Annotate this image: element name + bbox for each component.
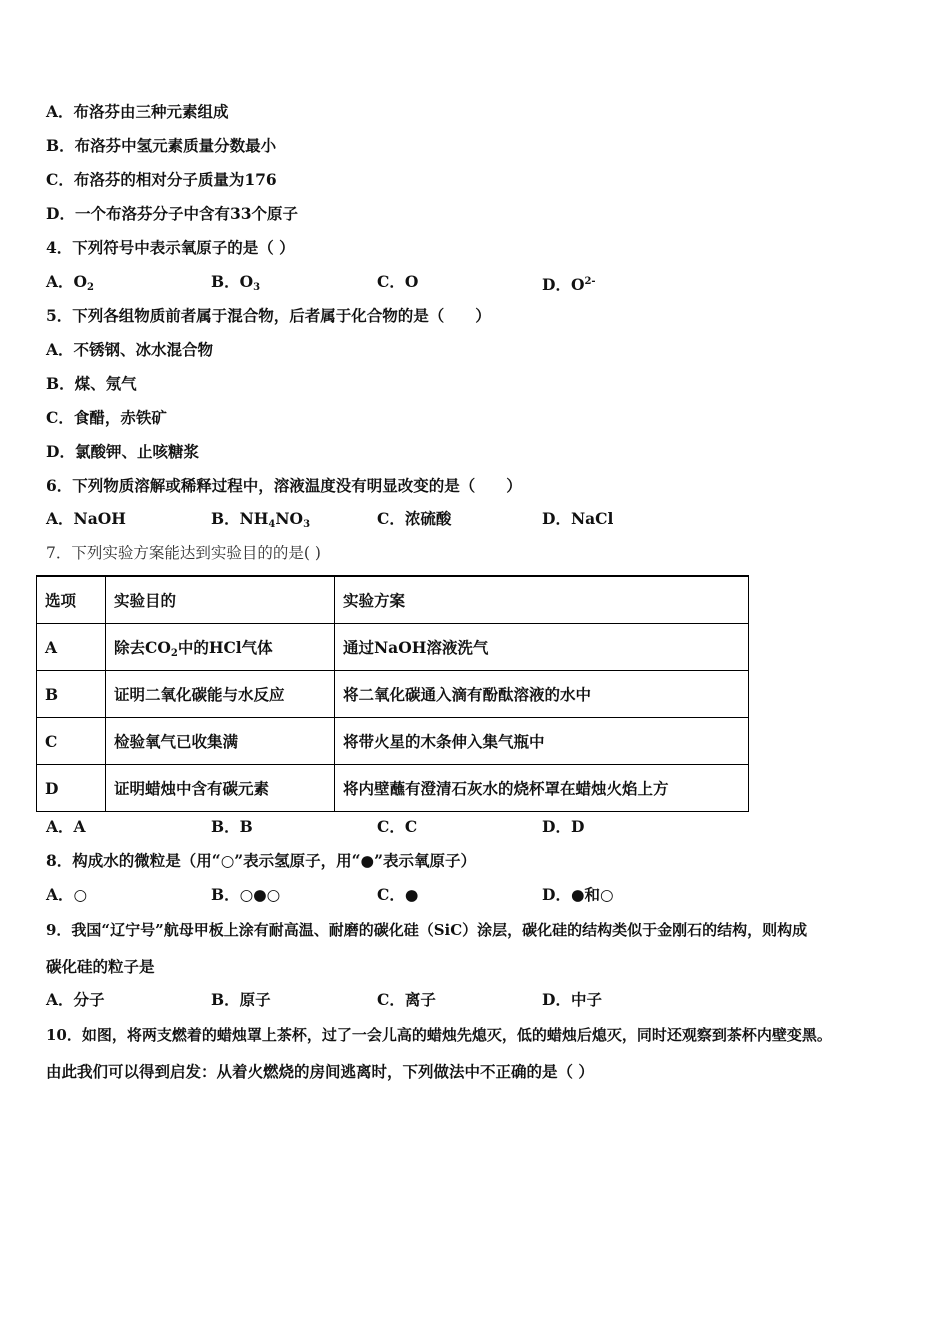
q10-stem-line2: 由此我们可以得到启发：从着火燃烧的房间逃离时，下列做法中不正确的是（ ）: [46, 1062, 594, 1081]
row-purpose: 证明蜡烛中含有碳元素: [106, 765, 335, 812]
q5-option-d: D．氯酸钾、止咳糖浆: [46, 442, 199, 461]
q4-stem: 4．下列符号中表示氧原子的是（ ）: [46, 238, 295, 257]
q4-option-a: A．$O_2$: [46, 272, 94, 293]
row-option: A: [37, 624, 106, 671]
q6-stem: 6．下列物质溶解或稀释过程中，溶液温度没有明显改变的是（ ）: [46, 476, 522, 495]
q8-option-a: A．○: [46, 885, 88, 904]
q7-option-a: A．A: [46, 817, 86, 836]
q6-option-a: A．NaOH: [46, 509, 126, 528]
q3-option-a: A．布洛芬由三种元素组成: [46, 102, 229, 121]
q10-stem-line1: 10．如图，将两支燃着的蜡烛罩上茶杯，过了一会儿高的蜡烛先熄灭，低的蜡烛后熄灭，同时还观察到茶杯内壁变黑。: [46, 1026, 832, 1044]
table-row: [37, 624, 749, 671]
q3-option-b: B．布洛芬中氢元素质量分数最小: [46, 136, 277, 155]
row-option: D: [37, 765, 106, 812]
q4-option-d: D．$O^{2-}$: [542, 275, 596, 294]
q5-option-a: A．不锈钢、冰水混合物: [46, 340, 214, 359]
header-option: 选项: [37, 576, 106, 624]
row-plan: 将二氧化碳通入滴有酚酞溶液的水中: [335, 671, 749, 718]
row-purpose: 证明二氧化碳能与水反应: [106, 671, 335, 718]
q9-stem-line2: 碳化硅的粒子是: [46, 957, 155, 976]
q8-stem: 8．构成水的微粒是（用“○”表示氢原子，用“●”表示氧原子）: [46, 851, 476, 870]
row-option: B: [37, 671, 106, 718]
q9-option-b: B．原子: [211, 990, 271, 1009]
table-row: [37, 671, 749, 718]
row-plan: 通过NaOH溶液洗气: [335, 624, 749, 671]
q8-option-c: C．●: [377, 885, 419, 904]
row-purpose: 除去$CO_2$中的HCl气体: [106, 624, 335, 671]
header-plan: 实验方案: [335, 576, 749, 624]
q5-option-b: B．煤、氖气: [46, 374, 137, 393]
row-purpose: 检验氧气已收集满: [106, 718, 335, 765]
q9-option-c: C．离子: [377, 990, 436, 1009]
row-option: C: [37, 718, 106, 765]
q5-option-c: C．食醋，赤铁矿: [46, 408, 167, 427]
q6-option-c: C．浓硫酸: [377, 509, 452, 528]
q3-option-d: D．一个布洛芬分子中含有33个原子: [46, 204, 299, 223]
row-plan: 将带火星的木条伸入集气瓶中: [335, 718, 749, 765]
q4-option-b: B．$O_3$: [211, 272, 261, 293]
q9-stem-line1: 9．我国“辽宁号”航母甲板上涂有耐高温、耐磨的碳化硅（SiC）涂层，碳化硅的结构类似于金刚石的结构，则构成: [46, 921, 808, 939]
table-row: [37, 718, 749, 765]
table-row: [37, 765, 749, 812]
q3-option-c: C．布洛芬的相对分子质量为176: [46, 170, 277, 189]
q8-option-d: D．●和○: [542, 885, 614, 904]
q7-option-c: C．C: [377, 817, 418, 836]
q7-stem: 7．下列实验方案能达到实验目的的是( ): [46, 544, 321, 562]
q5-stem: 5．下列各组物质前者属于混合物，后者属于化合物的是（ ）: [46, 306, 491, 325]
q7-experiment-table: [36, 575, 749, 812]
q9-option-a: A．分子: [46, 990, 105, 1009]
q6-option-d: D．NaCl: [542, 509, 614, 528]
q6-option-b: B．$NH_4NO_3$: [211, 509, 311, 530]
table-header-row: [37, 576, 749, 624]
q7-option-d: D．D: [542, 817, 585, 836]
row-plan: 将内壁蘸有澄清石灰水的烧杯罩在蜡烛火焰上方: [335, 765, 749, 812]
q4-option-c: C．O: [377, 272, 419, 291]
q9-option-d: D．中子: [542, 990, 602, 1009]
header-purpose: 实验目的: [106, 576, 335, 624]
q8-option-b: B．○●○: [211, 885, 281, 904]
q7-option-b: B．B: [211, 817, 253, 836]
